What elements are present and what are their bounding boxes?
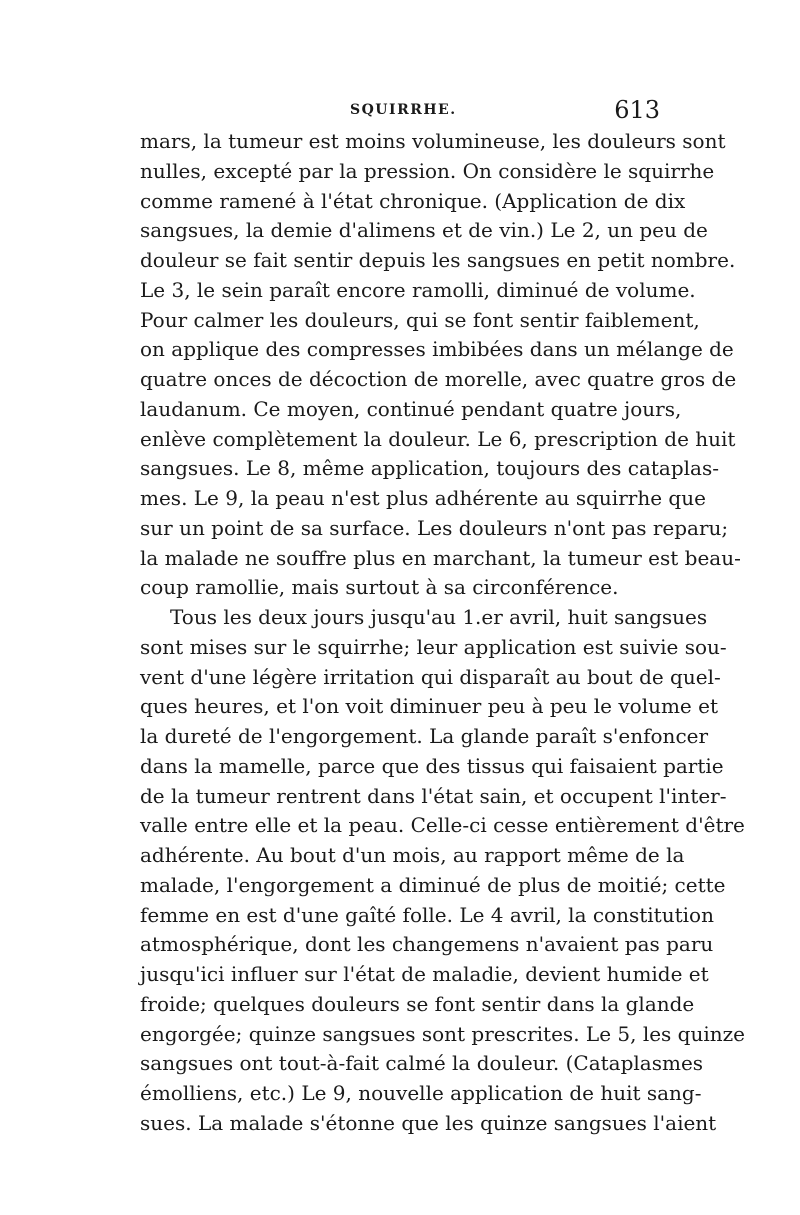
- running-head: [140, 96, 660, 128]
- text-line: mars, la tumeur est moins volumineuse, les douleurs sont: [140, 129, 726, 153]
- text-line: jusqu'ici influer sur l'état de maladie, devient humide et: [140, 962, 709, 986]
- text-line: on applique des compresses imbibées dans un mélange de: [140, 337, 734, 362]
- text-line: laudanum. Ce moyen, continué pendant quatre jours,: [140, 396, 682, 421]
- text-line: quatre onces de décoction de morelle, avec quatre gros de: [140, 367, 737, 391]
- text-line: la malade ne souffre plus en marchant, la tumeur est beau-: [140, 545, 741, 570]
- text-line: adhérente. Au bout d'un mois, au rapport même de la: [140, 843, 685, 867]
- text-line: atmosphérique, dont les changemens n'avaient pas paru: [140, 932, 714, 957]
- text-line: sont mises sur le squirrhe; leur application est suivie sou-: [140, 634, 727, 659]
- text-line: malade, l'engorgement a diminué de plus de moitié; cette: [140, 872, 726, 897]
- text-line: vent d'une légère irritation qui disparaît au bout de quel-: [140, 664, 721, 689]
- text-line: sangsues. Le 8, même application, toujours des cataplas-: [140, 456, 719, 481]
- text-line: sues. La malade s'étonne que les quinze sangsues l'aient: [140, 1110, 717, 1135]
- text-line: sur un point de sa surface. Les douleurs n'ont pas reparu;: [140, 515, 729, 540]
- text-line: la dureté de l'engorgement. La glande paraît s'enfoncer: [140, 724, 709, 748]
- text-line: douleur se fait sentir depuis les sangsues en petit nombre.: [140, 248, 736, 272]
- text-line: coup ramollie, mais surtout à sa circonférence.: [140, 575, 619, 600]
- text-line: émolliens, etc.) Le 9, nouvelle application de huit sang-: [140, 1081, 702, 1105]
- text-line: ques heures, et l'on voit diminuer peu à peu le volume et: [140, 694, 718, 719]
- text-line: sangsues ont tout-à-fait calmé la douleur. (Cataplasmes: [140, 1051, 704, 1076]
- text-line: femme en est d'une gaîté folle. Le 4 avril, la constitution: [140, 902, 714, 927]
- page-number: 613: [614, 96, 660, 124]
- text-line: comme ramené à l'état chronique. (Application de dix: [140, 188, 686, 213]
- text-line: Tous les deux jours jusqu'au 1.er avril, huit sangsues: [170, 605, 708, 629]
- text-line: froide; quelques douleurs se font sentir dans la glande: [140, 991, 695, 1016]
- text-line: Pour calmer les douleurs, qui se font sentir faiblement,: [140, 307, 700, 332]
- running-title: SQUIRRHE.: [350, 102, 457, 118]
- text-line: de la tumeur rentrent dans l'état sain, et occupent l'inter-: [140, 783, 727, 808]
- text-line: dans la mamelle, parce que des tissus qui faisaient partie: [140, 753, 724, 778]
- text-line: Le 3, le sein paraît encore ramolli, diminué de volume.: [140, 277, 696, 302]
- body-text: [140, 127, 746, 1139]
- text-line: mes. Le 9, la peau n'est plus adhérente au squirrhe que: [140, 486, 706, 510]
- text-line: nulles, excepté par la pression. On considère le squirrhe: [140, 158, 715, 183]
- text-line: valle entre elle et la peau. Celle-ci cesse entièrement d'être: [140, 813, 745, 838]
- text-line: enlève complètement la douleur. Le 6, prescription de huit: [140, 426, 736, 451]
- text-line: sangsues, la demie d'alimens et de vin.) Le 2, un peu de: [140, 218, 708, 243]
- text-line: engorgée; quinze sangsues sont prescrites. Le 5, les quinze: [140, 1021, 746, 1046]
